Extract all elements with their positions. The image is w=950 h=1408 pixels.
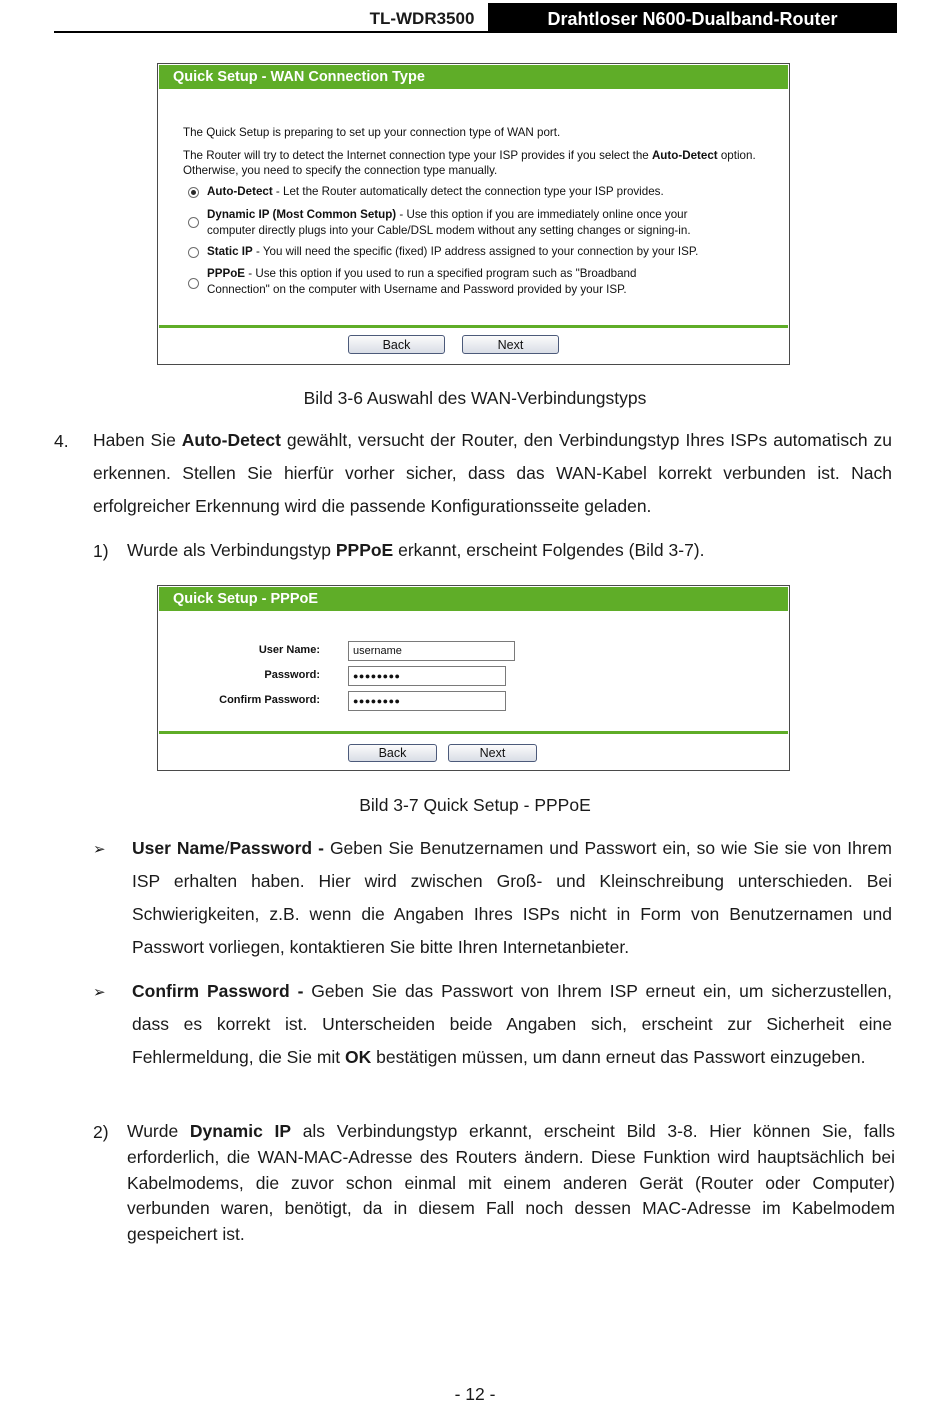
radio-dynamic-ip[interactable]	[188, 217, 199, 228]
pppoe-panel	[157, 585, 790, 771]
option-static-ip: Static IP - You will need the specific (fixed) IP address assigned to your connection by your ISP.	[207, 245, 699, 258]
wan-connection-type-panel	[157, 63, 790, 365]
figure-caption-3-7: Bild 3-7 Quick Setup - PPPoE	[359, 795, 591, 815]
detect-text: The Router will try to detect the Internet connection type your ISP provides if you select the Auto-Detect option.	[183, 149, 756, 162]
password-label: Password:	[264, 669, 320, 681]
figure-caption-3-6: Bild 3-6 Auswahl des WAN-Verbindungstyps	[303, 388, 647, 408]
bullet-confirm-password: Confirm Password - Geben Sie das Passwort von Ihrem ISP erneut ein, um sicherzustellen, dass es korrekt ist. Unterscheiden beide Angaben sich, erscheint zur Sicherheit eine Fehlermeldung, die Sie mit OK bestätigen müssen, um dann erneut das Passwort einzugeben.	[132, 981, 892, 1067]
bullet-marker: ➢	[93, 984, 106, 1001]
option-dynamic-ip: Dynamic IP (Most Common Setup) - Use this option if you are immediately online once your computer directly plugs into your Cable/DSL modem without any setting changes or signing-in.	[207, 208, 691, 237]
header-rule	[54, 31, 897, 33]
username-field[interactable]: username	[348, 641, 515, 661]
back-button[interactable]: Back	[348, 335, 445, 354]
item-1-number: 1)	[93, 541, 109, 561]
radio-auto-detect[interactable]	[188, 187, 199, 198]
item-2-text: Wurde Dynamic IP als Verbindungstyp erkannt, erscheint Bild 3-8. Hier können Sie, falls erforderlich, die WAN-MAC-Adresse des Routers ändern. Diese Funktion wird hauptsächlich bei Kabelmodems, die zuvor schon einmal mit einem anderen Gerät (Router oder Computer) verbunden waren, benötigt, da in diesem Fall noch dessen MAC-Adresse im Kabelmodem gespeichert ist.	[127, 1121, 895, 1245]
item-2-number: 2)	[93, 1122, 109, 1142]
panel-title: Quick Setup - PPPoE	[159, 587, 788, 611]
header-title: Drahtloser N600-Dualband-Router	[488, 3, 897, 33]
page-number: - 12 -	[454, 1384, 496, 1404]
panel-divider	[159, 731, 788, 734]
panel-title: Quick Setup - WAN Connection Type	[159, 65, 788, 89]
option-auto-detect: Auto-Detect - Let the Router automatically detect the connection type your ISP provides.	[207, 185, 664, 198]
confirm-password-label: Confirm Password:	[219, 694, 320, 706]
next-button[interactable]: Next	[448, 744, 537, 762]
bullet-marker: ➢	[93, 841, 106, 858]
radio-static-ip[interactable]	[188, 247, 199, 258]
item-1-text: Wurde als Verbindungstyp PPPoE erkannt, erscheint Folgendes (Bild 3-7).	[127, 540, 705, 560]
panel-divider	[159, 325, 788, 328]
header-model: TL-WDR3500	[369, 9, 475, 28]
bullet-username-password: User Name/Password - Geben Sie Benutzernamen und Passwort ein, so wie Sie sie von Ihrem ISP erhalten haben. Hier wird zwischen Groß- und Kleinschreibung unterschieden. Bei Schwierigkeiten, z.B. wenn die Angaben Ihres ISPs nicht in Form von Benutzernamen und Passwort vorliegen, kontaktieren Sie bitte Ihren Internetanbieter.	[132, 838, 892, 957]
next-button[interactable]: Next	[462, 335, 559, 354]
option-pppoe: PPPoE - Use this option if you used to run a specified program such as "Broadband Connection" on the computer with Username and Password provided by your ISP.	[207, 267, 637, 296]
intro-text: The Quick Setup is preparing to set up your connection type of WAN port.	[183, 126, 561, 139]
manual-text: Otherwise, you need to specify the connection type manually.	[183, 164, 498, 177]
password-field[interactable]: ●●●●●●●●	[348, 666, 506, 686]
radio-pppoe[interactable]	[188, 278, 199, 289]
back-button[interactable]: Back	[348, 744, 437, 762]
confirm-password-field[interactable]: ●●●●●●●●	[348, 691, 506, 711]
step-number: 4.	[54, 431, 69, 451]
username-label: User Name:	[258, 644, 320, 656]
step-4-text: Haben Sie Auto-Detect gewählt, versucht der Router, den Verbindungstyp Ihres ISPs automatisch zu erkennen. Stellen Sie hierfür vorher sicher, dass das WAN-Kabel korrekt verbunden ist. Nach erfolgreicher Erkennung wird die passende Konfigurationsseite geladen.	[93, 430, 892, 516]
